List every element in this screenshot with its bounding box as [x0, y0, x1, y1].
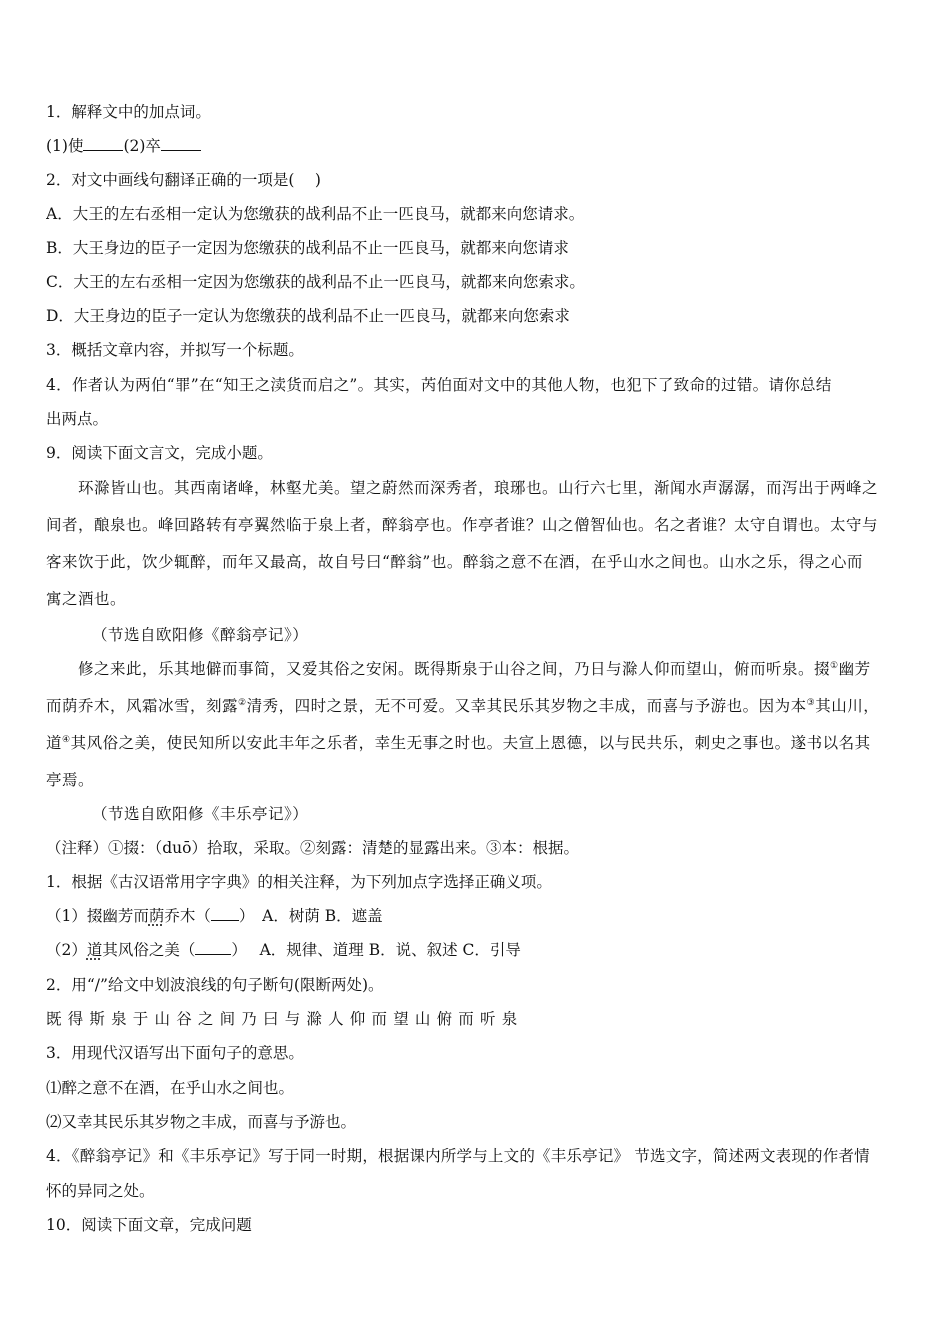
q9-sub2-sentence: 既得斯泉于山谷之间乃曰与滁人仰而望山俯而听泉 — [46, 1010, 524, 1028]
answer-blank[interactable] — [195, 940, 231, 955]
q9-sub1-item2: （2）道其风俗之美（ ） A．规律、道理 B．说、叙述 C．引导 — [46, 941, 521, 959]
q9-sub1: 1．根据《古汉语常用字字典》的相关注释，为下列加点字选择正确义项。 — [46, 873, 552, 891]
q8-item3: 3．概括文章内容，并拟写一个标题。 — [46, 341, 304, 359]
passage1-line: 间者，酿泉也。峰回路转有亭翼然临于泉上者，醉翁亭也。作亭者谁？山之僧智仙也。名之者谁？太守自谓也。太守与 — [46, 516, 879, 534]
passage1-source: （节选自欧阳修《醉翁亭记》） — [92, 626, 309, 644]
q9-sub2: 2．用“/”给文中划波浪线的句子断句(限断两处)。 — [46, 976, 384, 994]
q8-item1: 1．解释文中的加点词。 — [46, 103, 211, 121]
dotted-word: 道 — [86, 941, 103, 959]
q8-item1-blanks — [46, 135, 908, 157]
passage2-source: （节选自欧阳修《丰乐亭记》） — [92, 805, 309, 823]
dotted-word: 荫 — [148, 907, 165, 925]
q9-sub3-item2: ⑵又幸其民乐其岁物之丰成，而喜与予游也。 — [46, 1113, 357, 1131]
q9-notes: （注释）①掇：（duō）拾取，采取。②刻露：清楚的显露出来。③本：根据。 — [46, 839, 579, 857]
q9-sub3-item1: ⑴醉之意不在酒，在乎山水之间也。 — [46, 1079, 295, 1097]
q8-item1-a: (1)使 — [46, 137, 84, 155]
answer-blank[interactable] — [83, 136, 123, 151]
q9-sub4-line2: 怀的异同之处。 — [46, 1182, 155, 1200]
passage1-line: 环滁皆山也。其西南诸峰，林壑尤美。望之蔚然而深秀者，琅琊也。山行六七里，渐闻水声潺潺，而泻出于两峰之 — [78, 479, 879, 497]
q8-option-b: B．大王身边的臣子一定因为您缴获的战利品不止一匹良马，就都来向您请求 — [46, 239, 569, 257]
q9-sub1-item1: （1）掇幽芳而荫乔木（ ） A．树荫 B．遮盖 — [46, 907, 383, 925]
q8-option-a: A．大王的左右丞相一定认为您缴获的战利品不止一匹良马，就都来向您请求。 — [46, 205, 585, 223]
answer-blank[interactable] — [211, 906, 239, 921]
passage1-line: 客来饮于此，饮少辄醉，而年又最高，故自号曰“醉翁”也。醉翁之意不在酒，在乎山水之间也。山水之乐，得之心而 — [46, 553, 863, 571]
q9-title: 9．阅读下面文言文，完成小题。 — [46, 444, 273, 462]
passage2-line: 而荫乔木，风霜冰雪，刻露②清秀，四时之景，无不可爱。又幸其民乐其岁物之丰成，而喜与予游也。因为本③其山川， — [46, 697, 880, 715]
q8-option-c: C．大王的左右丞相一定因为您缴获的战利品不止一匹良马，就都来向您索求。 — [46, 273, 585, 291]
answer-blank[interactable] — [161, 136, 201, 151]
q9-sub3: 3．用现代汉语写出下面句子的意思。 — [46, 1044, 304, 1062]
q8-item2: 2．对文中画线句翻译正确的一项是( ) — [46, 171, 321, 189]
q8-item4-line2: 出两点。 — [46, 410, 109, 428]
passage2-line: 亭焉。 — [46, 771, 95, 789]
passage1-line: 寓之酒也。 — [46, 590, 127, 608]
q9-sub4-line1: 4．《醉翁亭记》和《丰乐亭记》写于同一时期，根据课内所学与上文的《丰乐亭记》 节选文字，简述两文表现的作者情 — [46, 1147, 870, 1165]
q8-item4-line1: 4．作者认为两伯“罪”在“知王之渎货而启之”。其实，芮伯面对文中的其他人物，也犯下了致命的过错。请你总结 — [46, 376, 832, 394]
q8-option-d: D．大王身边的臣子一定认为您缴获的战利品不止一匹良马，就都来向您索求 — [46, 307, 570, 325]
passage2-line: 道④其风俗之美，使民知所以安此丰年之乐者，幸生无事之时也。夫宣上恩德，以与民共乐，刺史之事也。遂书以名其 — [46, 734, 871, 752]
passage2-line: 修之来此，乐其地僻而事简，又爱其俗之安闲。既得斯泉于山谷之间，乃日与滁人仰而望山，俯而听泉。掇①幽芳 — [78, 660, 871, 678]
q8-item1-b: (2)卒 — [123, 137, 161, 155]
q10-title: 10．阅读下面文章，完成问题 — [46, 1216, 252, 1234]
